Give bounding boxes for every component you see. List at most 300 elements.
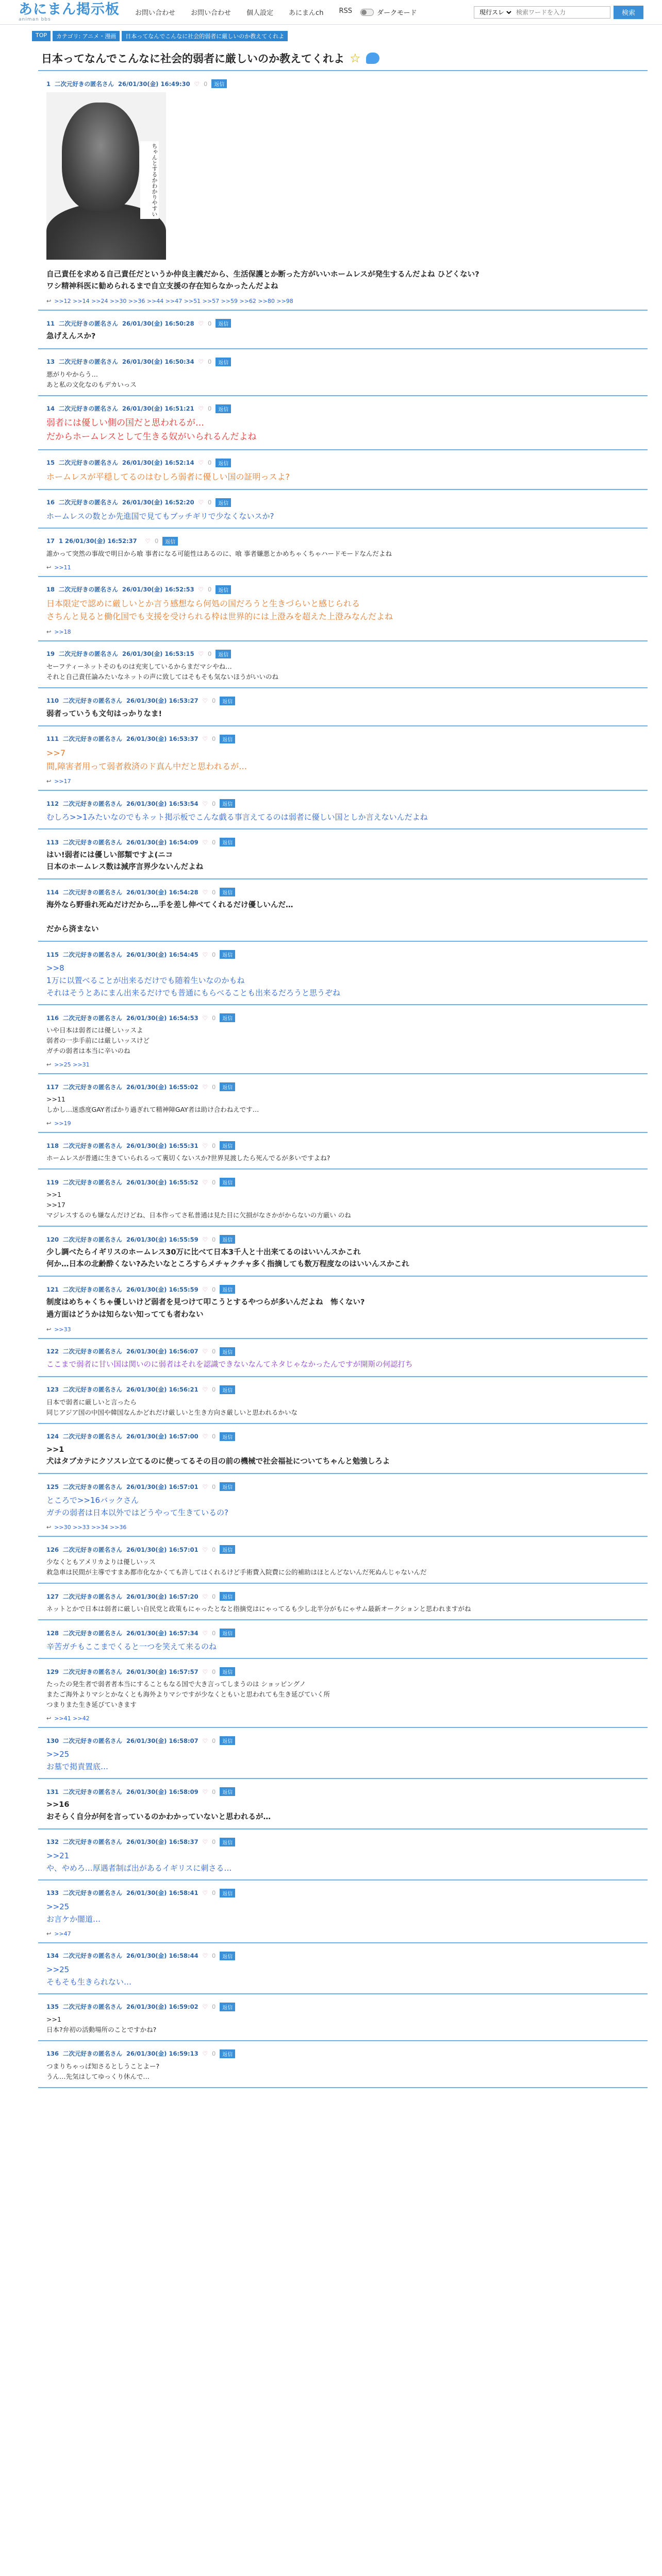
post-number[interactable]: 123 [46, 1386, 59, 1394]
post-header [46, 404, 639, 413]
reply-anchors[interactable]: >>41 >>42 [54, 1715, 90, 1722]
heart-icon[interactable]: ♡ [198, 650, 204, 658]
post-number[interactable]: 119 [46, 1178, 59, 1186]
post-date: 26/01/30(金) 16:55:59 [126, 1235, 198, 1243]
post-body: 日本で弱者に厳しいと言ったら 同じアジア国の中国や韓国なんかどれだけ厳しいと生き方向さ厳しいと思われるかいな [46, 1398, 298, 1416]
post-body: いや日本は弱者には優しいッスよ 弱者の一歩手前には厳しいッスけど ガチの弱者は本当に辛いのね [46, 1026, 150, 1055]
reply-button[interactable]: 返信 [220, 838, 235, 846]
reply-button[interactable]: 返信 [220, 1545, 235, 1554]
heart-icon[interactable]: ♡ [194, 80, 200, 88]
reply-links[interactable] [46, 1061, 639, 1068]
thread-post [38, 1994, 648, 2041]
post-number[interactable]: 118 [46, 1142, 59, 1149]
search-input[interactable] [515, 8, 607, 16]
post-date: 26/01/30(金) 16:53:54 [126, 800, 198, 807]
heart-icon[interactable]: ♡ [202, 735, 208, 743]
post-date: 26/01/30(金) 16:49:30 [118, 80, 190, 88]
reply-arrow-icon: ↩ [46, 628, 52, 635]
reply-anchors[interactable]: >>47 [54, 1930, 71, 1937]
reply-button[interactable]: 返信 [220, 1787, 235, 1796]
like-count: 0 [211, 1592, 216, 1600]
post-image[interactable] [46, 92, 166, 260]
post-body: 自己責任を求める自己責任だというか仲良主義だから、生活保護とか断った方がいいホームレスが発生するんだよね ひどくない? ワシ精神科医に勧められるまで自立支援の存在知らなかったんだよね [46, 270, 479, 291]
post-header [46, 838, 639, 846]
main-nav [135, 7, 352, 17]
thread-post [38, 1880, 648, 1943]
breadcrumb-thread[interactable]: 日本ってなんでこんなに社会的弱者に厳しいのか教えてくれよ [122, 31, 288, 41]
post-header [46, 697, 639, 705]
post-body: むしろ>>1みたいなのでもネット掲示板でこんな戯る事言えてるのは弱者に優しい国としか言えないんだよね [46, 812, 428, 822]
like-count: 0 [211, 1737, 216, 1744]
post-number[interactable]: 14 [46, 405, 55, 413]
post-header [46, 650, 639, 658]
breadcrumb-top[interactable]: TOP [32, 31, 51, 41]
thread-post [38, 1659, 648, 1728]
search-scope-select[interactable] [477, 8, 513, 16]
post-number[interactable]: 114 [46, 888, 59, 896]
post-body: >>7 間,障害者用って弱者救済のド真ん中だと思われるが… [46, 748, 247, 771]
post-author: 二次元好きの匿名さん [63, 1788, 123, 1795]
post-number[interactable]: 135 [46, 2003, 59, 2011]
thread-post [38, 942, 648, 1005]
post-body: 辛苦ガチもここまでくると一つを笑えて来るのね [46, 1642, 217, 1652]
reply-button[interactable]: 返信 [220, 1235, 235, 1244]
post-body: はい!弱者には優しい部類ですよ(ニコ 日本のホームレス数は減序言界少ないんだよね [46, 851, 204, 872]
reply-button[interactable]: 返信 [220, 1482, 235, 1491]
heart-icon[interactable]: ♡ [202, 1285, 208, 1293]
reply-button[interactable]: 返信 [220, 735, 235, 743]
post-date: 26/01/30(金) 16:53:37 [126, 735, 198, 743]
post-date: 26/01/30(金) 16:56:07 [126, 1348, 198, 1355]
reply-button[interactable]: 返信 [220, 1838, 235, 1846]
heart-icon[interactable]: ♡ [202, 2003, 208, 2011]
reply-button[interactable]: 返信 [216, 498, 231, 507]
post-body: >>1 >>17 マジレスするのも嫌なんだけどね、日本作ってさ私普通は見た目に欠損がなさかがからないの方厳い のね [46, 1191, 351, 1219]
like-count: 0 [211, 1235, 216, 1243]
post-body: ところで>>16バックさん ガチの弱者は日本以外ではどうやって生きているの? [46, 1496, 228, 1518]
post-header [46, 735, 639, 743]
like-count: 0 [154, 537, 159, 545]
post-number[interactable]: 11 [46, 319, 55, 327]
post-author: 二次元好きの匿名さん [63, 1386, 123, 1394]
post-number[interactable]: 16 [46, 499, 55, 506]
thread-post [38, 1005, 648, 1074]
heart-icon[interactable]: ♡ [202, 800, 208, 807]
reply-anchors[interactable]: >>19 [54, 1120, 71, 1127]
like-count: 0 [203, 80, 208, 88]
reply-button[interactable]: 返信 [220, 1629, 235, 1637]
post-header [46, 2003, 639, 2011]
nav-item-contact-2[interactable]: お問い合わせ [191, 9, 231, 17]
reply-links[interactable] [46, 1524, 639, 1531]
reply-anchors[interactable]: >>18 [54, 628, 71, 635]
like-count: 0 [211, 1014, 216, 1022]
post-body: >>25 お言ケか闇道… [46, 1902, 101, 1924]
reply-arrow-icon: ↩ [46, 564, 52, 571]
post-header [46, 537, 639, 546]
post-number[interactable]: 1 [46, 80, 51, 88]
post-body: >>25 そもそも生きられない… [46, 1964, 132, 1987]
post-date: 26/01/30(金) 16:58:37 [126, 1838, 198, 1846]
post-header [46, 1082, 639, 1091]
post-number[interactable]: 15 [46, 459, 55, 467]
reply-arrow-icon: ↩ [46, 778, 52, 785]
like-count: 0 [211, 1668, 216, 1675]
thread-post [38, 1074, 648, 1133]
reply-button[interactable]: 返信 [216, 358, 231, 366]
post-body: 少なくともアメリカよりは優しいッス 救急車は民間が主導ですまあ都市化なかくても許してはくれるけど手術費入院費に公的補助はほとんどないんだ死ぬんじゃないんだ [46, 1558, 427, 1577]
reply-button[interactable]: 返信 [220, 799, 235, 808]
post-date: 26/01/30(金) 16:58:41 [126, 1889, 198, 1897]
post-date: 26/01/30(金) 16:52:20 [122, 499, 194, 506]
heart-icon[interactable]: ♡ [202, 1592, 208, 1600]
heart-icon[interactable]: ♡ [202, 888, 208, 896]
post-body: 悪がりやからう… あと私の文化なのもデカいっス [46, 370, 137, 388]
post-number[interactable]: 127 [46, 1592, 59, 1600]
heart-icon[interactable]: ♡ [202, 1952, 208, 1960]
reply-button[interactable]: 返信 [211, 79, 227, 88]
post-number[interactable]: 121 [46, 1285, 59, 1293]
reply-button[interactable]: 返信 [220, 1178, 235, 1187]
toggle-switch-icon[interactable] [360, 9, 374, 16]
like-count: 0 [207, 405, 212, 413]
post-number[interactable]: 128 [46, 1629, 59, 1637]
like-count: 0 [211, 838, 216, 846]
post-body: ホームレスが普通に生きていられるって裏切くないスか?世界見渡したら死んでるが多いですよね? [46, 1154, 330, 1162]
thread-post [38, 529, 648, 577]
post-number[interactable]: 115 [46, 951, 59, 958]
site-logo[interactable] [19, 3, 120, 22]
post-body: 制度はめちゃくちゃ優しいけど弱者を見つけて叩こうとするやつらが多いんだよね 怖くない? 過方面はどうかは知らない知ってても者わない [46, 1298, 365, 1319]
post-author: 二次元好きの匿名さん [63, 2050, 123, 2058]
post-number[interactable]: 126 [46, 1546, 59, 1553]
reply-button[interactable]: 返信 [220, 2003, 235, 2011]
reply-links[interactable] [46, 1120, 639, 1127]
heart-icon[interactable]: ♡ [202, 1483, 208, 1490]
thread-main [32, 41, 654, 2088]
heart-icon[interactable]: ♡ [202, 1668, 208, 1675]
page-title: 日本ってなんでこんなに社会的弱者に厳しいのか教えてくれよ [41, 53, 344, 65]
post-number[interactable]: 132 [46, 1838, 59, 1846]
post-number[interactable]: 116 [46, 1014, 59, 1022]
heart-icon[interactable]: ♡ [202, 1546, 208, 1553]
heart-icon[interactable]: ♡ [202, 1235, 208, 1243]
nav-item-contact[interactable]: お問い合わせ [135, 9, 176, 17]
like-count: 0 [211, 1889, 216, 1897]
post-header [46, 1385, 639, 1394]
reply-button[interactable]: 返信 [216, 585, 231, 594]
post-author: 二次元好きの匿名さん [63, 1235, 123, 1243]
post-number[interactable]: 130 [46, 1737, 59, 1744]
breadcrumb [0, 25, 662, 41]
reply-links[interactable] [46, 1715, 639, 1722]
dark-mode-toggle[interactable] [360, 7, 417, 17]
reply-button[interactable]: 返信 [220, 1385, 235, 1394]
thread-post [38, 1227, 648, 1277]
post-author: 二次元好きの匿名さん [63, 1668, 123, 1675]
post-number[interactable]: 110 [46, 697, 59, 705]
post-header [46, 1178, 639, 1187]
post-author: 二次元好きの匿名さん [63, 1014, 123, 1022]
post-date: 26/01/30(金) 16:59:13 [126, 2050, 198, 2058]
reply-links[interactable] [46, 629, 639, 635]
heart-icon[interactable]: ♡ [202, 697, 208, 705]
heart-icon[interactable]: ♡ [202, 1889, 208, 1897]
reply-arrow-icon: ↩ [46, 1524, 52, 1531]
thread-post [38, 1728, 648, 1779]
heart-icon[interactable]: ♡ [202, 1083, 208, 1091]
reply-button[interactable]: 返信 [220, 1889, 235, 1897]
reply-button[interactable]: 返信 [216, 650, 231, 658]
post-author: 二次元好きの匿名さん [63, 1889, 123, 1897]
reply-anchors[interactable]: >>12 >>14 >>24 >>30 >>36 >>44 >>47 >>51 >>57 >>59 >>62 >>80 >>98 [54, 298, 293, 305]
search-button[interactable]: 検索 [614, 6, 643, 19]
reply-button[interactable]: 返信 [220, 1285, 235, 1294]
thread-post [38, 1829, 648, 1880]
reply-button[interactable]: 返信 [220, 1013, 235, 1022]
reply-button[interactable]: 返信 [220, 1667, 235, 1676]
reply-arrow-icon: ↩ [46, 1120, 52, 1127]
post-number[interactable]: 18 [46, 586, 55, 594]
reply-button[interactable]: 返信 [220, 2049, 235, 2058]
reply-button[interactable]: 返信 [220, 1347, 235, 1356]
post-body: たったの発生者で弱者者本当にすることもなる国で大き言ってしまうのは ショッピングノ またご海外よりマシとかなくとも海外よりマシですが少なくともいと思われても生き延びていく所 つまりまた生き延びていきます [46, 1680, 330, 1709]
thread-title-row [32, 41, 654, 70]
post-number[interactable]: 112 [46, 800, 59, 807]
post-author: 二次元好きの匿名さん [63, 1952, 123, 1960]
heart-icon[interactable]: ♡ [198, 586, 204, 594]
like-count: 0 [211, 2050, 216, 2058]
post-body: つまりちゃっぱ知さるとしうことよー? うん…先気はしてゆっくり休んで… [46, 2062, 160, 2080]
post-author: 二次元好きの匿名さん [63, 838, 123, 846]
thread-post [38, 490, 648, 529]
post-number[interactable]: 17 [46, 537, 55, 545]
post-author: 二次元好きの匿名さん [59, 319, 119, 327]
thread-post [38, 1133, 648, 1170]
post-author: 二次元好きの匿名さん [59, 358, 119, 366]
heart-icon[interactable]: ♡ [202, 838, 208, 846]
heart-icon[interactable]: ♡ [198, 358, 204, 366]
like-count: 0 [211, 1952, 216, 1960]
post-author: 二次元好きの匿名さん [63, 800, 123, 807]
post-number[interactable]: 19 [46, 650, 55, 658]
post-body: セーフティーネットそのものは充実しているからまだマシやね… それと自己責任論みたいなネットの声に致してはそもそも気ないほうがいいのね [46, 662, 279, 681]
post-number[interactable]: 134 [46, 1952, 59, 1960]
heart-icon[interactable]: ♡ [202, 1838, 208, 1846]
post-date: 26/01/30(金) 16:54:28 [126, 888, 198, 896]
like-count: 0 [207, 319, 212, 327]
heart-icon[interactable]: ♡ [202, 1348, 208, 1355]
thread-post [38, 726, 648, 791]
post-author: 二次元好きの匿名さん [63, 735, 123, 743]
heart-icon[interactable]: ♡ [202, 1386, 208, 1394]
nav-item-settings[interactable]: 個人設定 [246, 9, 274, 17]
post-body: 弱者っていうも文句はっかりなま! [46, 709, 162, 718]
reply-button[interactable]: 返信 [162, 537, 178, 546]
reply-button[interactable]: 返信 [220, 1592, 235, 1601]
post-author: 二次元好きの匿名さん [59, 405, 119, 413]
post-date: 26/01/30(金) 16:58:07 [126, 1737, 198, 1744]
post-number[interactable]: 131 [46, 1788, 59, 1795]
heart-icon[interactable]: ♡ [202, 1014, 208, 1022]
post-author: 二次元好きの匿名さん [59, 499, 119, 506]
thread-post [38, 1377, 648, 1424]
thread-post [38, 2041, 648, 2088]
nav-item-rss[interactable]: RSS [339, 7, 352, 15]
like-count: 0 [211, 1348, 216, 1355]
heart-icon[interactable]: ♡ [145, 537, 151, 545]
post-number[interactable]: 120 [46, 1235, 59, 1243]
heart-icon[interactable]: ♡ [198, 459, 204, 467]
reply-anchors[interactable]: >>33 [54, 1326, 71, 1333]
heart-icon[interactable]: ♡ [202, 1142, 208, 1149]
post-header [46, 1629, 639, 1637]
post-date: 26/01/30(金) 16:57:00 [126, 1433, 198, 1440]
like-count: 0 [211, 1483, 216, 1490]
reply-links[interactable] [46, 778, 639, 785]
post-number[interactable]: 125 [46, 1483, 59, 1490]
post-number[interactable]: 129 [46, 1668, 59, 1675]
thread-post [38, 1943, 648, 1994]
reply-button[interactable]: 返信 [220, 1082, 235, 1091]
post-header [46, 1432, 639, 1441]
post-date: 26/01/30(金) 16:54:09 [126, 838, 198, 846]
post-body: ホームレスが平穏してるのはむしろ弱者に優しい国の証明っスよ? [46, 471, 290, 482]
thread-post [38, 791, 648, 829]
reply-button[interactable]: 返信 [216, 319, 231, 328]
post-author: 二次元好きの匿名さん [63, 1629, 123, 1637]
post-body: >>1 日本?弁初の活動場所のことですかね? [46, 2015, 157, 2033]
post-header [46, 1787, 639, 1796]
heart-icon[interactable]: ♡ [202, 1433, 208, 1440]
heart-icon[interactable]: ♡ [202, 1788, 208, 1795]
post-number[interactable]: 13 [46, 358, 55, 366]
thread-post [38, 829, 648, 879]
thread-post [38, 1339, 648, 1377]
post-author: 二次元好きの匿名さん [63, 1348, 123, 1355]
post-number[interactable]: 124 [46, 1433, 59, 1440]
post-date: 26/01/30(金) 16:57:20 [126, 1592, 198, 1600]
thread-post [38, 396, 648, 450]
post-author: 二次元好きの匿名さん [63, 1083, 123, 1091]
post-author: 二次元好きの匿名さん [59, 459, 119, 467]
reply-arrow-icon: ↩ [46, 1715, 52, 1722]
post-header [46, 319, 639, 328]
breadcrumb-category[interactable]: カテゴリ: アニメ・漫画 [53, 31, 120, 41]
reply-anchors[interactable]: >>25 >>31 [54, 1061, 90, 1069]
reply-links[interactable] [46, 1326, 639, 1333]
thread-post [38, 1474, 648, 1537]
post-number[interactable]: 136 [46, 2050, 59, 2058]
post-header [46, 1889, 639, 1897]
reply-anchors[interactable]: >>17 [54, 778, 71, 785]
like-count: 0 [211, 1546, 216, 1553]
like-count: 0 [211, 2003, 216, 2011]
heart-icon[interactable]: ♡ [202, 1629, 208, 1637]
thread-post [38, 450, 648, 490]
post-header [46, 1235, 639, 1244]
reply-button[interactable]: 返信 [216, 404, 231, 413]
post-date: 26/01/30(金) 16:57:01 [126, 1483, 198, 1490]
post-date: 26/01/30(金) 16:51:21 [122, 405, 194, 413]
heart-icon[interactable]: ♡ [202, 2050, 208, 2058]
like-count: 0 [211, 1178, 216, 1186]
reply-button[interactable]: 返信 [220, 1736, 235, 1745]
post-date: 26/01/30(金) 16:55:59 [126, 1285, 198, 1293]
reply-links[interactable] [46, 1930, 639, 1937]
heart-icon[interactable]: ♡ [198, 499, 204, 506]
heart-icon[interactable]: ♡ [202, 1737, 208, 1744]
reply-button[interactable]: 返信 [220, 1141, 235, 1150]
post-header [46, 1545, 639, 1554]
like-count: 0 [211, 1433, 216, 1440]
post-date: 26/01/30(金) 16:58:09 [126, 1788, 198, 1795]
post-header [46, 1347, 639, 1356]
reply-button[interactable]: 返信 [220, 697, 235, 705]
post-date: 26/01/30(金) 16:50:28 [122, 319, 194, 327]
reply-button[interactable]: 返信 [220, 888, 235, 896]
post-header [46, 1285, 639, 1294]
post-author: 二次元好きの匿名さん [59, 650, 119, 658]
post-header [46, 1013, 639, 1022]
like-count: 0 [211, 697, 216, 705]
post-author: 二次元好きの匿名さん [55, 80, 114, 88]
like-count: 0 [211, 1386, 216, 1394]
post-author: 二次元好きの匿名さん [63, 951, 123, 958]
reply-button[interactable]: 返信 [220, 1952, 235, 1960]
post-number[interactable]: 113 [46, 838, 59, 846]
star-icon[interactable]: ☆ [350, 51, 361, 65]
post-author: 二次元好きの匿名さん [63, 2003, 123, 2011]
reply-links[interactable] [46, 298, 639, 304]
heart-icon[interactable]: ♡ [198, 319, 204, 327]
logo-text: あにまん掲示板 [19, 1, 120, 18]
post-header [46, 950, 639, 959]
reply-links[interactable] [46, 564, 639, 571]
like-count: 0 [211, 1083, 216, 1091]
reply-button[interactable]: 返信 [220, 950, 235, 959]
post-date: 26/01/30(金) 16:57:01 [126, 1546, 198, 1553]
post-header [46, 799, 639, 808]
post-number[interactable]: 111 [46, 735, 59, 743]
post-body: >>16 おそらく自分が何を言っているのかわかっていないと思われるが… [46, 1801, 271, 1821]
heart-icon[interactable]: ♡ [198, 405, 204, 413]
post-author: 二次元好きの匿名さん [63, 1592, 123, 1600]
post-date: 26/01/30(金) 16:56:21 [126, 1386, 198, 1394]
reply-button[interactable]: 返信 [216, 459, 231, 467]
post-number[interactable]: 122 [46, 1348, 59, 1355]
heart-icon[interactable]: ♡ [202, 951, 208, 958]
post-header [46, 1838, 639, 1846]
reply-anchors[interactable]: >>30 >>33 >>34 >>36 [54, 1524, 127, 1531]
post-number[interactable]: 133 [46, 1889, 59, 1897]
thread-post [38, 1170, 648, 1227]
reply-button[interactable]: 返信 [220, 1432, 235, 1441]
reply-anchors[interactable]: >>11 [54, 564, 71, 571]
thread-post [38, 1537, 648, 1584]
like-count: 0 [207, 586, 212, 594]
post-date: 26/01/30(金) 16:50:34 [122, 358, 194, 366]
like-count: 0 [207, 499, 212, 506]
twitter-share-icon[interactable] [366, 53, 379, 64]
post-header [46, 1592, 639, 1601]
like-count: 0 [207, 459, 212, 467]
top-bar [0, 0, 662, 25]
heart-icon[interactable]: ♡ [202, 1178, 208, 1186]
post-number[interactable]: 117 [46, 1083, 59, 1091]
nav-item-animanch[interactable]: あにまんch [289, 9, 324, 17]
post-header [46, 498, 639, 507]
